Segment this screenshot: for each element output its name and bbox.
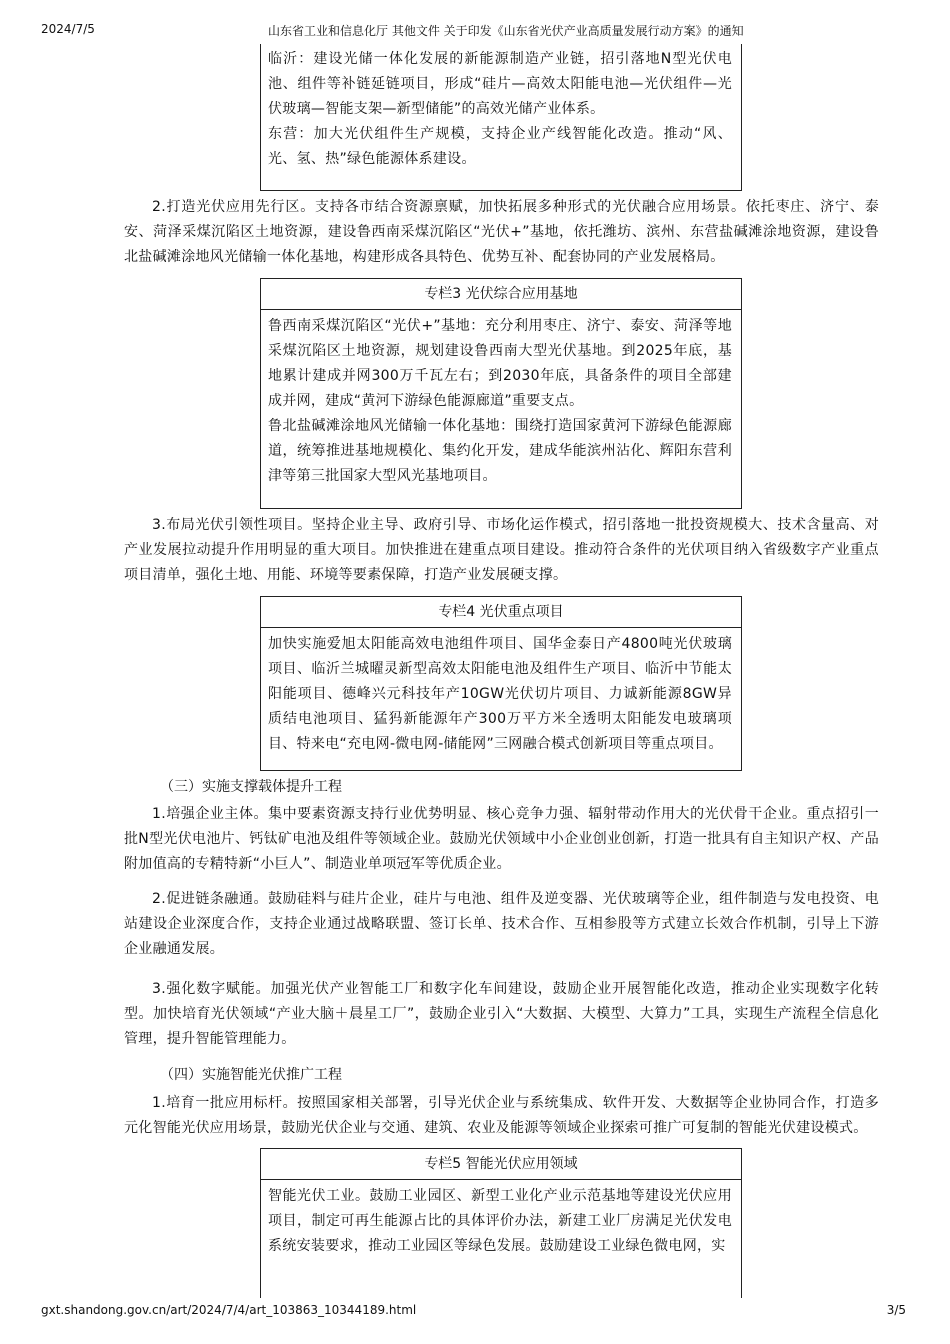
paragraph-application-benchmark: 1.培育一批应用标杆。按照国家相关部署，引导光伏企业与系统集成、软件开发、大数据等企业协同合作，打造多元化智能光伏应用场景，鼓励光伏企业与交通、建筑、农业及能源等领域企业探索可推广可复制的智能光伏建设模式。 [124, 1095, 879, 1136]
box-column-4 [260, 596, 742, 771]
paragraph-chain-integration: 2.促进链条融通。鼓励硅料与硅片企业，硅片与电池、组件及逆变器、光伏玻璃等企业，组件制造与发电投资、电站建设企业深度合作，支持企业通过战略联盟、签订长单、技术合作、互相参股等方式建立长效合作机制，引导上下游企业融通发展。 [124, 891, 879, 957]
box-paragraph: 鲁西南采煤沉陷区“光伏+”基地：充分利用枣庄、济宁、泰安、菏泽等地采煤沉陷区土地资源，规划建设鲁西南大型光伏基地。到2025年底，基地累计建成并网300万千瓦左右；到2030年底，具备条件的项目全部建成并网，建成“黄河下游绿色能源廊道”重要支点。 [268, 318, 732, 409]
box-column-5 [260, 1148, 742, 1298]
box-paragraph: 加快实施爱旭太阳能高效电池组件项目、国华金泰日产4800吨光伏玻璃项目、临沂兰城曜灵新型高效太阳能电池及组件生产项目、临沂中节能太阳能项目、德峰兴元科技年产10GW光伏切片项目、力诚新能源8GW异质结电池项目、猛犸新能源年产300万平方米全透明太阳能发电玻璃项目、特来电“充电网-微电网-储能网”三网融合模式创新项目等重点项目。 [268, 636, 732, 752]
paragraph-leading-projects: 3.布局光伏引领性项目。坚持企业主导、政府引导、市场化运作模式，招引落地一批投资规模大、技术含量高、对产业发展拉动提升作用明显的重大项目。加快推进在建重点项目建设。推动符合条件的光伏项目纳入省级数字产业重点项目清单，强化土地、用能、环境等要素保障，打造产业发展硬支撑。 [124, 517, 879, 583]
box-paragraph: 鲁北盐碱滩涂地风光储输一体化基地：围绕打造国家黄河下游绿色能源廊道，统筹推进基地规模化、集约化开发，建成华能滨州沾化、辉阳东营利津等第三批国家大型风光基地项目。 [268, 418, 732, 484]
box-paragraph: 智能光伏工业。鼓励工业园区、新型工业化产业示范基地等建设光伏应用项目，制定可再生能源占比的具体评价办法，新建工业厂房满足光伏发电系统安装要求，推动工业园区等绿色发展。鼓励建设工业绿色微电网，实 [268, 1188, 732, 1254]
paragraph-digital-empowerment: 3.强化数字赋能。加强光伏产业智能工厂和数字化车间建设，鼓励企业开展智能化改造，推动企业实现数字化转型。加快培育光伏领域“产业大脑＋晨星工厂”，鼓励企业引入“大数据、大模型、大算力”工具，实现生产流程全信息化管理，提升智能管理能力。 [124, 981, 879, 1047]
page-number: 3/5 [886, 1303, 906, 1317]
box-paragraph-dongying: 东营：加大光伏组件生产规模，支持企业产线智能化改造。推动“风、光、氢、热”绿色能源体系建设。 [268, 126, 732, 167]
paragraph-enterprise-subjects: 1.培强企业主体。集中要素资源支持行业优势明显、核心竞争力强、辐射带动作用大的光伏骨干企业。重点招引一批N型光伏电池片、钙钛矿电池及组件等领域企业。鼓励光伏领域中小企业创业创新，打造一批具有自主知识产权、产品附加值高的专精特新“小巨人”、制造业单项冠军等优质企业。 [124, 806, 879, 872]
box-paragraph-linyi: 临沂：建设光储一体化发展的新能源制造产业链，招引落地N型光伏电池、组件等补链延链项目，形成“硅片—高效太阳能电池—光伏组件—光伏玻璃—智能支架—新型储能”的高效光储产业体系。 [268, 51, 732, 117]
print-date: 2024/7/5 [41, 22, 95, 36]
box-continued [260, 44, 742, 191]
paragraph-pv-application-zone: 2.打造光伏应用先行区。支持各市结合资源禀赋，加快拓展多种形式的光伏融合应用场景。依托枣庄、济宁、泰安、菏泽采煤沉陷区土地资源，建设鲁西南采煤沉陷区“光伏+”基地，依托潍坊、滨州、东营盐碱滩涂地资源，建设鲁北盐碱滩涂地风光储输一体化基地，构建形成各具特色、优势互补、配套协同的产业发展格局。 [124, 199, 879, 265]
print-header-title: 山东省工业和信息化厅 其他文件 关于印发《山东省光伏产业高质量发展行动方案》的通知 [268, 24, 744, 38]
box-title: 专栏3 光伏综合应用基地 [261, 279, 741, 310]
print-footer-url: gxt.shandong.gov.cn/art/2024/7/4/art_103863_10344189.html [41, 1303, 417, 1317]
box-column-3 [260, 278, 742, 509]
section-heading-3: （三）实施支撑载体提升工程 [160, 779, 342, 795]
box-title: 专栏4 光伏重点项目 [261, 597, 741, 628]
box-title: 专栏5 智能光伏应用领域 [261, 1149, 741, 1180]
section-heading-4: （四）实施智能光伏推广工程 [160, 1067, 342, 1083]
